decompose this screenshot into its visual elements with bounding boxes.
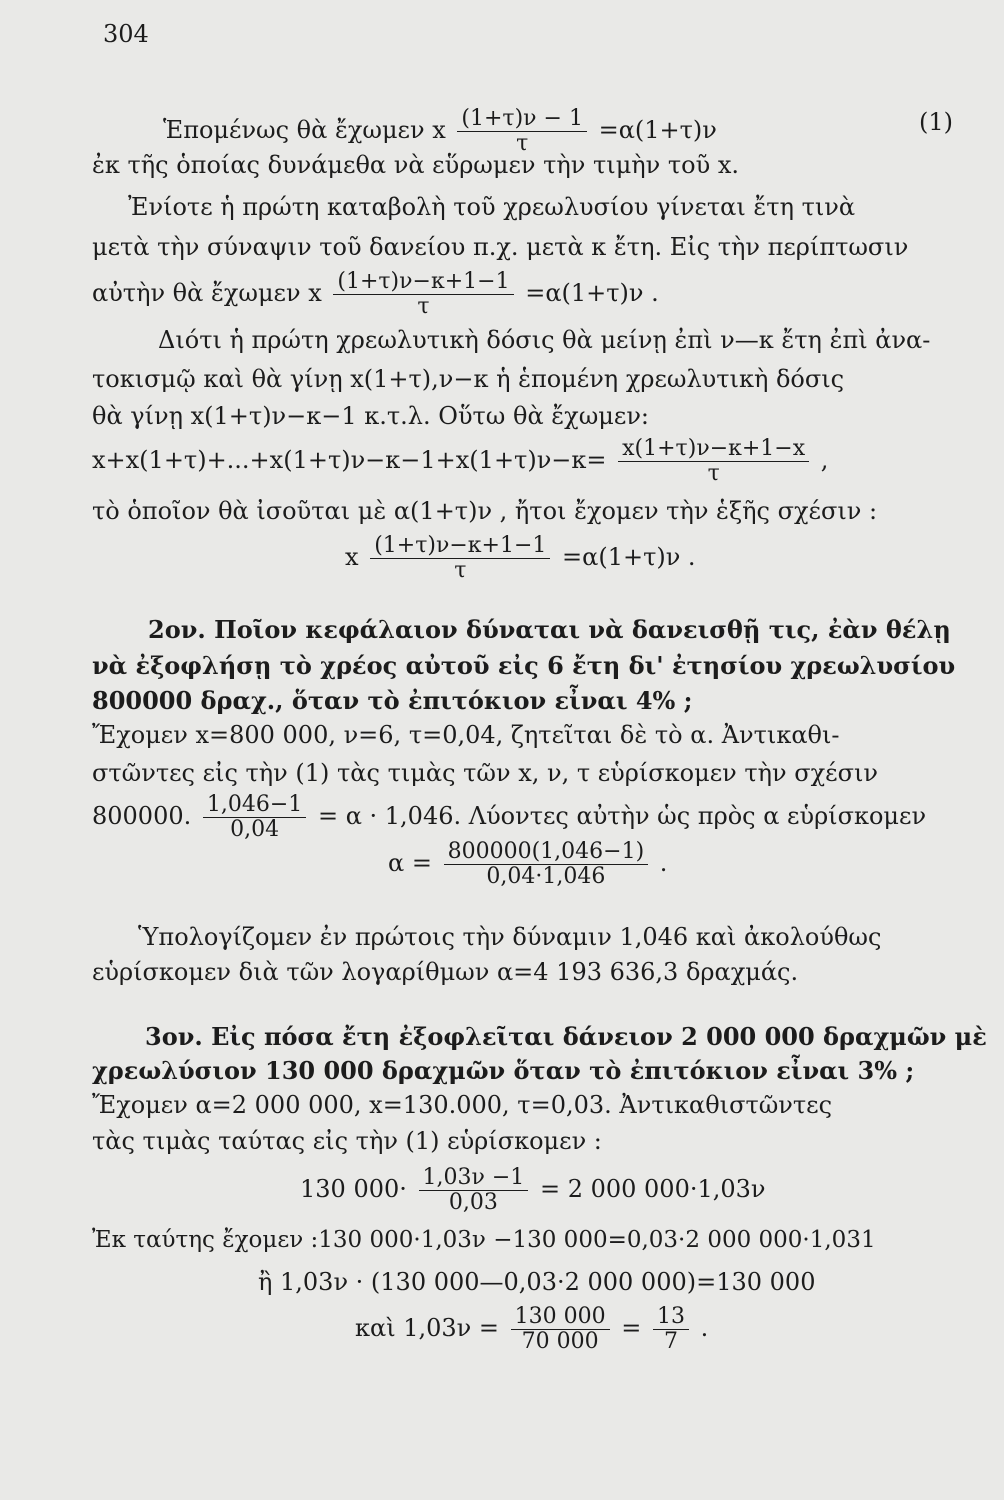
text-line: στῶντες εἰς τὴν (1) τὰς τιμὰς τῶν x, ν, τ εὑρίσκομεν τὴν σχέσιν xyxy=(92,759,878,787)
denominator: τ xyxy=(707,461,720,486)
text-line: Διότι ἡ πρώτη χρεωλυτικὴ δόσις θὰ μείνῃ ἐπὶ ν—κ ἔτη ἐπὶ ἀνα- xyxy=(158,326,931,354)
problem-2-heading: 2ον. Ποῖον κεφάλαιον δύναται νὰ δανεισθῇ τις, ἐὰν θέλῃ xyxy=(148,615,951,644)
numerator: (1+τ)ν − 1 xyxy=(457,107,587,132)
numerator: 130 000 xyxy=(511,1305,610,1330)
fraction xyxy=(653,1305,689,1354)
numerator: 800000(1,046−1) xyxy=(444,840,649,865)
text-line: τὸ ὁποῖον θὰ ἰσοῦται μὲ α(1+τ)ν , ἤτοι ἔχομεν τὴν ἑξῆς σχέσιν : xyxy=(92,497,878,525)
formula-8 xyxy=(355,1305,1004,1354)
text: =α(1+τ)ν . xyxy=(525,279,659,307)
denominator: 0,03 xyxy=(448,1190,498,1215)
formula-1 xyxy=(163,107,1004,156)
text: α = xyxy=(388,849,432,877)
text: καὶ 1,03ν = xyxy=(355,1314,500,1342)
numerator: 1,03ν −1 xyxy=(419,1166,529,1191)
formula-4 xyxy=(345,534,1004,583)
fraction xyxy=(333,270,513,319)
denominator: 0,04 xyxy=(230,817,280,842)
equation-number: (1) xyxy=(919,108,953,136)
denominator: τ xyxy=(454,558,467,583)
formula-7 xyxy=(300,1166,1004,1215)
text: =α(1+τ)ν xyxy=(598,116,717,144)
text: =α(1+τ)ν . xyxy=(562,543,696,571)
problem-2-heading: 800000 δραχ., ὅταν τὸ ἐπιτόκιον εἶναι 4% ; xyxy=(92,686,693,715)
fraction xyxy=(444,840,649,889)
fraction xyxy=(511,1305,610,1354)
text-line: Ἐκ ταύτης ἔχομεν :130 000·1,03ν −130 000=0,03·2 000 000·1,031 xyxy=(92,1227,876,1253)
numerator: 13 xyxy=(653,1305,689,1330)
numerator: 1,046−1 xyxy=(203,793,306,818)
formula-5 xyxy=(92,793,942,842)
formula-6 xyxy=(388,840,1004,889)
text-line: θὰ γίνῃ x(1+τ)ν−κ−1 κ.τ.λ. Οὕτω θὰ ἔχωμεν: xyxy=(92,402,649,430)
text-line: τὰς τιμὰς ταύτας εἰς τὴν (1) εὑρίσκομεν : xyxy=(92,1127,602,1155)
text: . xyxy=(659,849,668,877)
fraction xyxy=(457,107,587,156)
page-number: 304 xyxy=(103,20,149,48)
text: Ἑπομένως θὰ ἔχωμεν x xyxy=(163,116,446,144)
fraction xyxy=(618,437,809,486)
text: 130 000· xyxy=(300,1175,407,1203)
text-line: ἐκ τῆς ὁποίας δυνάμεθα νὰ εὕρωμεν τὴν τιμὴν τοῦ x. xyxy=(92,151,739,179)
text: = xyxy=(621,1314,642,1342)
formula-2 xyxy=(92,270,942,319)
text-line: τοκισμῷ καὶ θὰ γίνῃ x(1+τ),ν−κ ἡ ἑπομένη χρεωλυτικὴ δόσις xyxy=(92,365,845,393)
denominator: 70 000 xyxy=(521,1329,599,1354)
text-line: Ὑπολογίζομεν ἐν πρώτοις τὴν δύναμιν 1,046 καὶ ἀκολούθως xyxy=(138,923,882,951)
numerator: x(1+τ)ν−κ+1−x xyxy=(618,437,809,462)
denominator: τ xyxy=(417,294,430,319)
denominator: 0,04·1,046 xyxy=(486,864,606,889)
denominator: 7 xyxy=(664,1329,679,1354)
numerator: (1+τ)ν−κ+1−1 xyxy=(333,270,513,295)
fraction xyxy=(370,534,550,583)
formula-3 xyxy=(92,437,942,486)
fraction xyxy=(203,793,306,842)
problem-2-heading: νὰ ἐξοφλήσῃ τὸ χρέος αὐτοῦ εἰς 6 ἔτη δι' ἐτησίου χρεωλυσίου xyxy=(92,651,956,680)
problem-3-heading: 3ον. Εἰς πόσα ἔτη ἐξοφλεῖται δάνειον 2 000 000 δραχμῶν μὲ xyxy=(145,1022,987,1051)
text-line: εὑρίσκομεν διὰ τῶν λογαρίθμων α=4 193 636,3 δραχμάς. xyxy=(92,958,799,986)
text: x+x(1+τ)+...+x(1+τ)ν−κ−1+x(1+τ)ν−κ= xyxy=(92,446,607,474)
numerator: (1+τ)ν−κ+1−1 xyxy=(370,534,550,559)
problem-3-heading: χρεωλύσιον 130 000 δραχμῶν ὅταν τὸ ἐπιτόκιον εἶναι 3% ; xyxy=(92,1056,915,1085)
text-line: Ἔχομεν α=2 000 000, x=130.000, τ=0,03. Ἀντικαθιστῶντες xyxy=(92,1091,833,1119)
text: αὐτὴν θὰ ἔχωμεν x xyxy=(92,279,322,307)
text-line: ἢ 1,03ν · (130 000—0,03·2 000 000)=130 000 xyxy=(258,1268,816,1296)
text: = 2 000 000·1,03ν xyxy=(539,1175,766,1203)
text: x xyxy=(345,543,359,571)
text-line: Ἔχομεν x=800 000, ν=6, τ=0,04, ζητεῖται δὲ τὸ α. Ἀντικαθι- xyxy=(92,721,840,749)
denominator: τ xyxy=(516,131,529,156)
text: 800000. xyxy=(92,802,192,830)
text: = α · 1,046. Λύοντες αὐτὴν ὡς πρὸς α εὑρίσκομεν xyxy=(317,802,927,830)
fraction xyxy=(419,1166,529,1215)
text: . xyxy=(700,1314,709,1342)
text-line: Ἐνίοτε ἡ πρώτη καταβολὴ τοῦ χρεωλυσίου γίνεται ἔτη τινὰ xyxy=(128,193,856,221)
text: , xyxy=(820,446,829,474)
text-line: μετὰ τὴν σύναψιν τοῦ δανείου π.χ. μετὰ κ ἔτη. Εἰς τὴν περίπτωσιν xyxy=(92,233,909,261)
